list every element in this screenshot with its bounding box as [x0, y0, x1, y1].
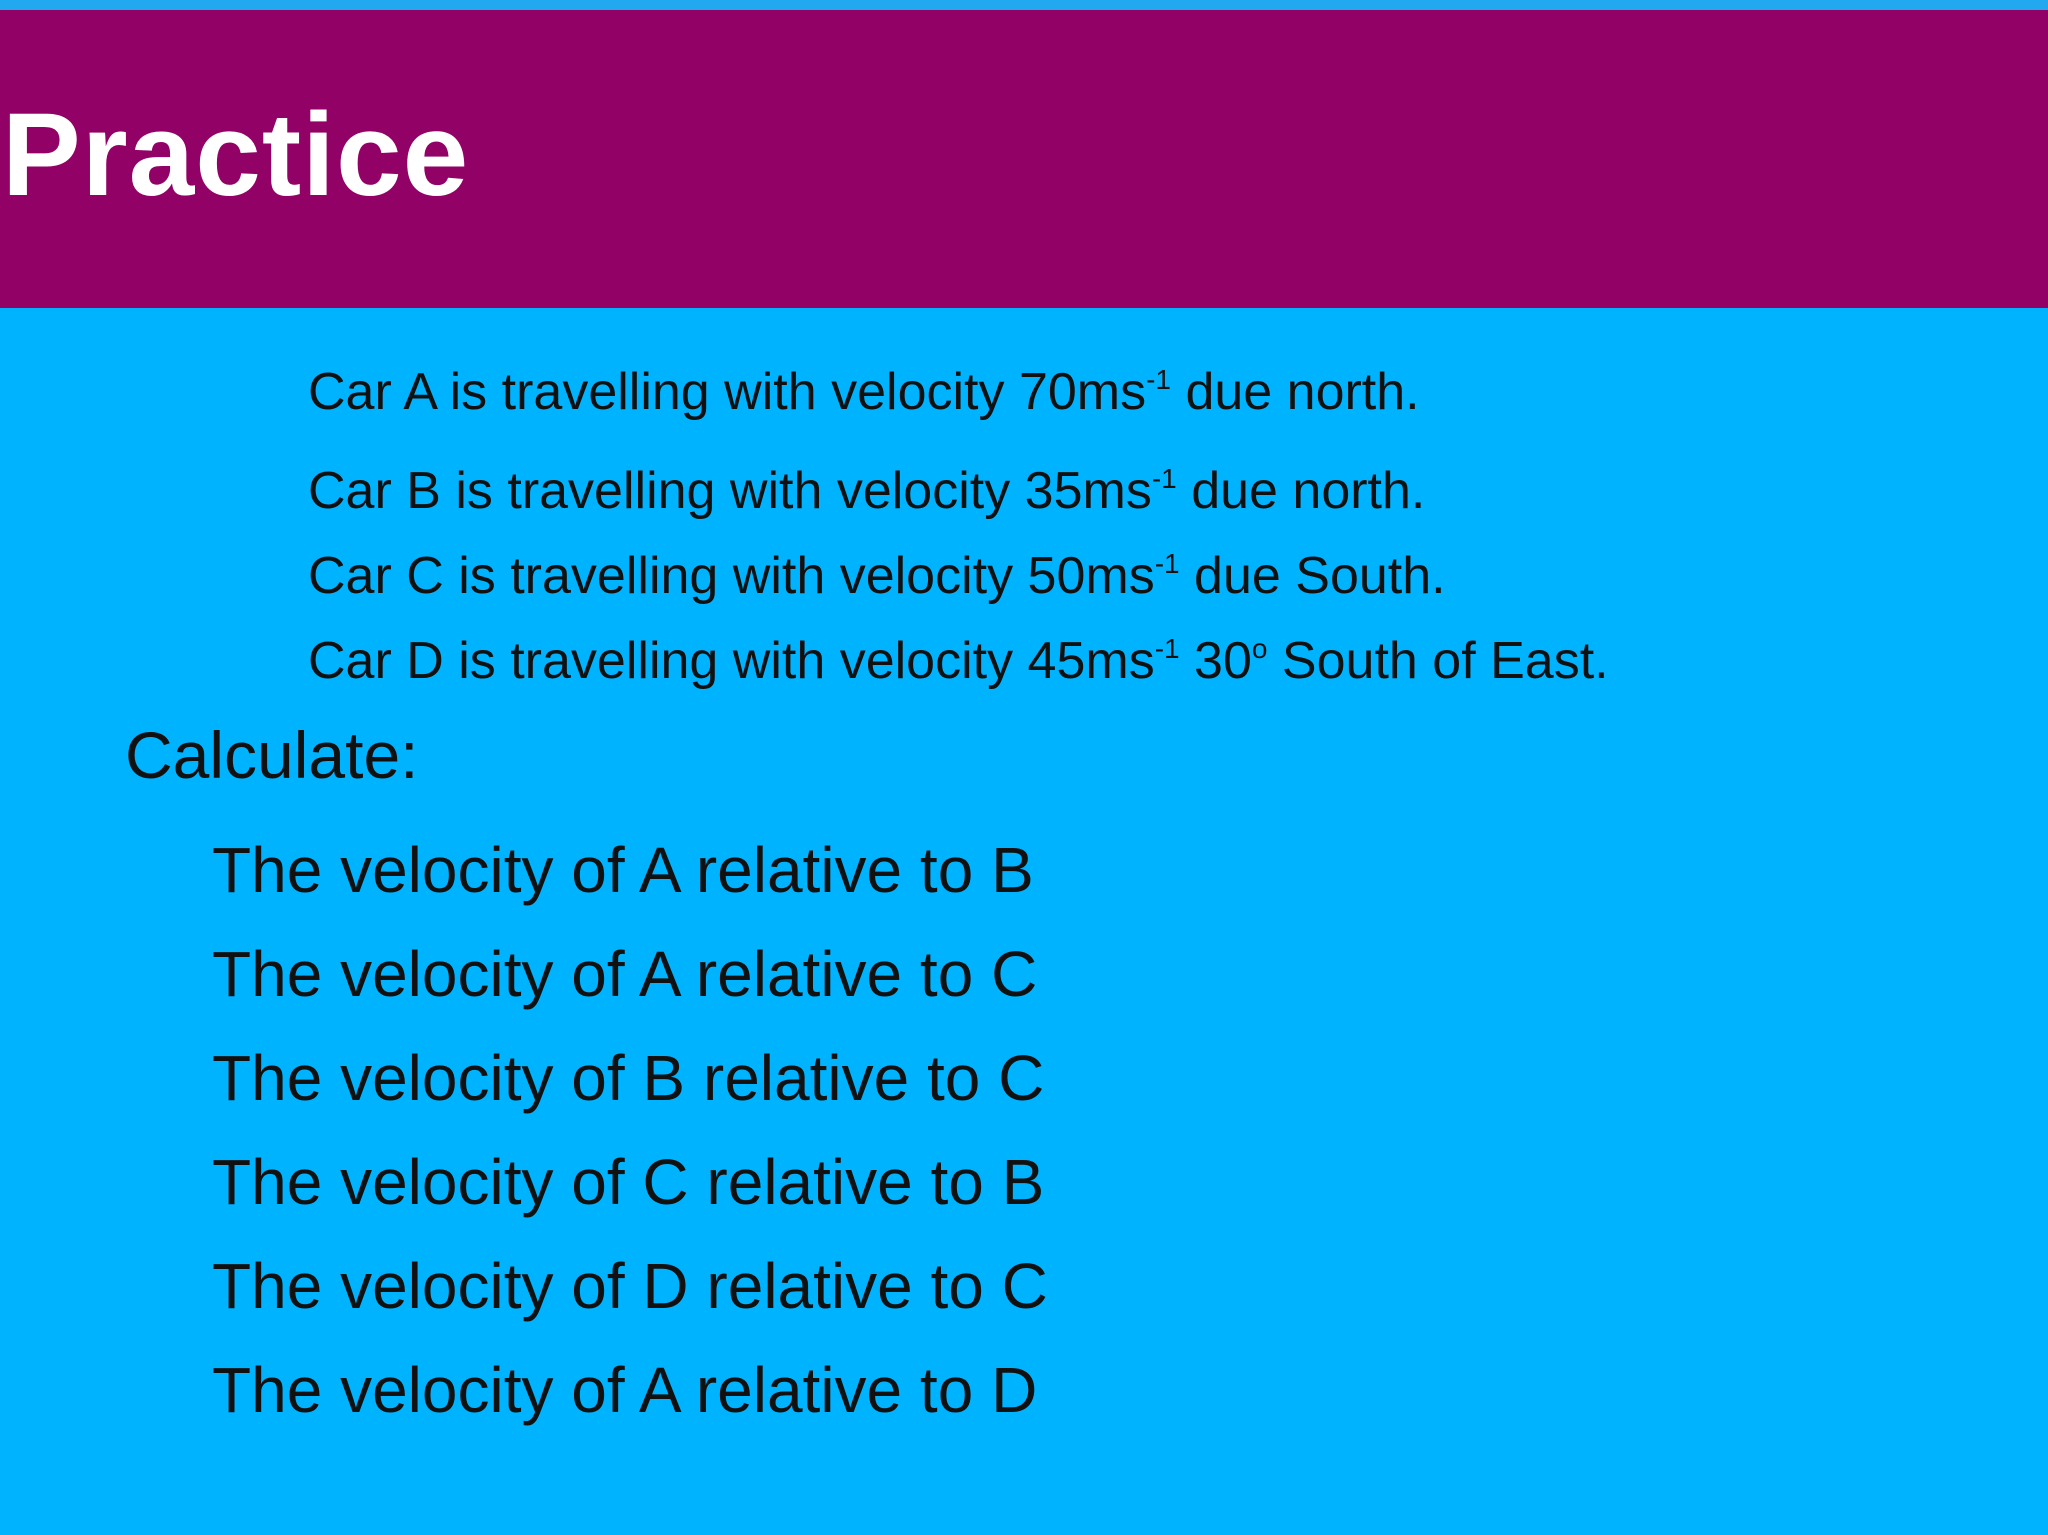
question-item-clipped: The velocity of A relative to D — [212, 1354, 1038, 1426]
question-item: The velocity of B relative to C — [212, 1042, 1045, 1114]
question-item: The velocity of D relative to C — [212, 1250, 1048, 1322]
car-a-direction: due north. — [1171, 363, 1420, 421]
car-c-line — [308, 547, 1446, 605]
question-item: The velocity of A relative to B — [212, 834, 1034, 906]
car-c-direction: due South. — [1179, 547, 1446, 605]
slide-title: Practice — [2, 89, 470, 221]
car-b-unit-exponent: -1 — [1151, 463, 1177, 494]
calculate-label: Calculate: — [125, 718, 419, 792]
car-c-text: Car C is travelling with velocity 50ms — [308, 547, 1155, 605]
car-d-direction: South of East. — [1267, 632, 1609, 690]
question-item: The velocity of A relative to C — [212, 938, 1038, 1010]
car-d-angle: 30 — [1179, 632, 1252, 690]
car-a-text: Car A is travelling with velocity 70ms — [308, 363, 1147, 421]
car-b-text: Car B is travelling with velocity 35ms — [308, 462, 1152, 520]
car-b-direction: due north. — [1176, 462, 1426, 520]
car-d-text: Car D is travelling with velocity 45ms — [308, 632, 1155, 690]
car-a-line — [308, 363, 1420, 421]
question-list — [212, 834, 1512, 1426]
top-strip — [0, 0, 2048, 10]
car-b-line — [308, 462, 1426, 520]
car-d-line — [308, 632, 1609, 690]
car-a-unit-exponent: -1 — [1146, 364, 1171, 395]
car-d-unit-exponent: -1 — [1154, 633, 1180, 664]
car-c-unit-exponent: -1 — [1154, 548, 1180, 579]
question-item: The velocity of C relative to B — [212, 1146, 1045, 1218]
car-d-degree-symbol: o — [1251, 633, 1268, 664]
